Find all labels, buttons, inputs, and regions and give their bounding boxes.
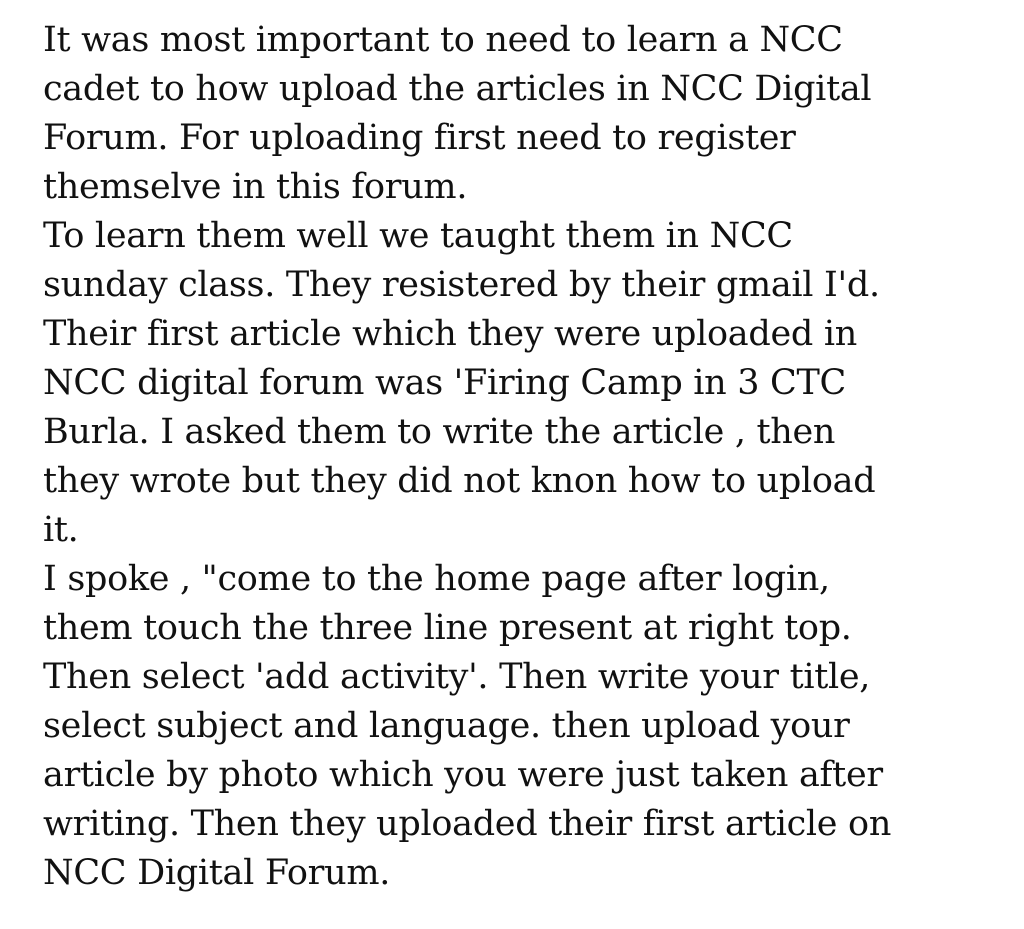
text-line: To learn them well we taught them in NCC xyxy=(43,216,793,256)
text-line: cadet to how upload the articles in NCC Digital xyxy=(43,69,872,109)
text-line: themselve in this forum. xyxy=(43,167,468,207)
text-line: I spoke , "come to the home page after login, xyxy=(43,559,830,599)
text-line: writing. Then they uploaded their first article on xyxy=(43,804,892,844)
text-line: article by photo which you were just taken after xyxy=(43,755,883,795)
text-line: sunday class. They resistered by their gmail I'd. xyxy=(43,265,880,305)
text-line: it. xyxy=(43,510,79,550)
text-line: NCC Digital Forum. xyxy=(43,853,391,893)
text-line: It was most important to need to learn a NCC xyxy=(43,20,843,60)
text-line: Then select 'add activity'. Then write your title, xyxy=(43,657,871,697)
text-line: them touch the three line present at right top. xyxy=(43,608,852,648)
text-line: Forum. For uploading first need to register xyxy=(43,118,796,158)
text-line: select subject and language. then upload your xyxy=(43,706,850,746)
text-line: NCC digital forum was 'Firing Camp in 3 CTC xyxy=(43,363,847,403)
text-line: Their first article which they were uploaded in xyxy=(43,314,857,354)
text-line: they wrote but they did not knon how to upload xyxy=(43,461,876,501)
document-body xyxy=(43,16,1018,898)
text-line: Burla. I asked them to write the article , then xyxy=(43,412,836,452)
